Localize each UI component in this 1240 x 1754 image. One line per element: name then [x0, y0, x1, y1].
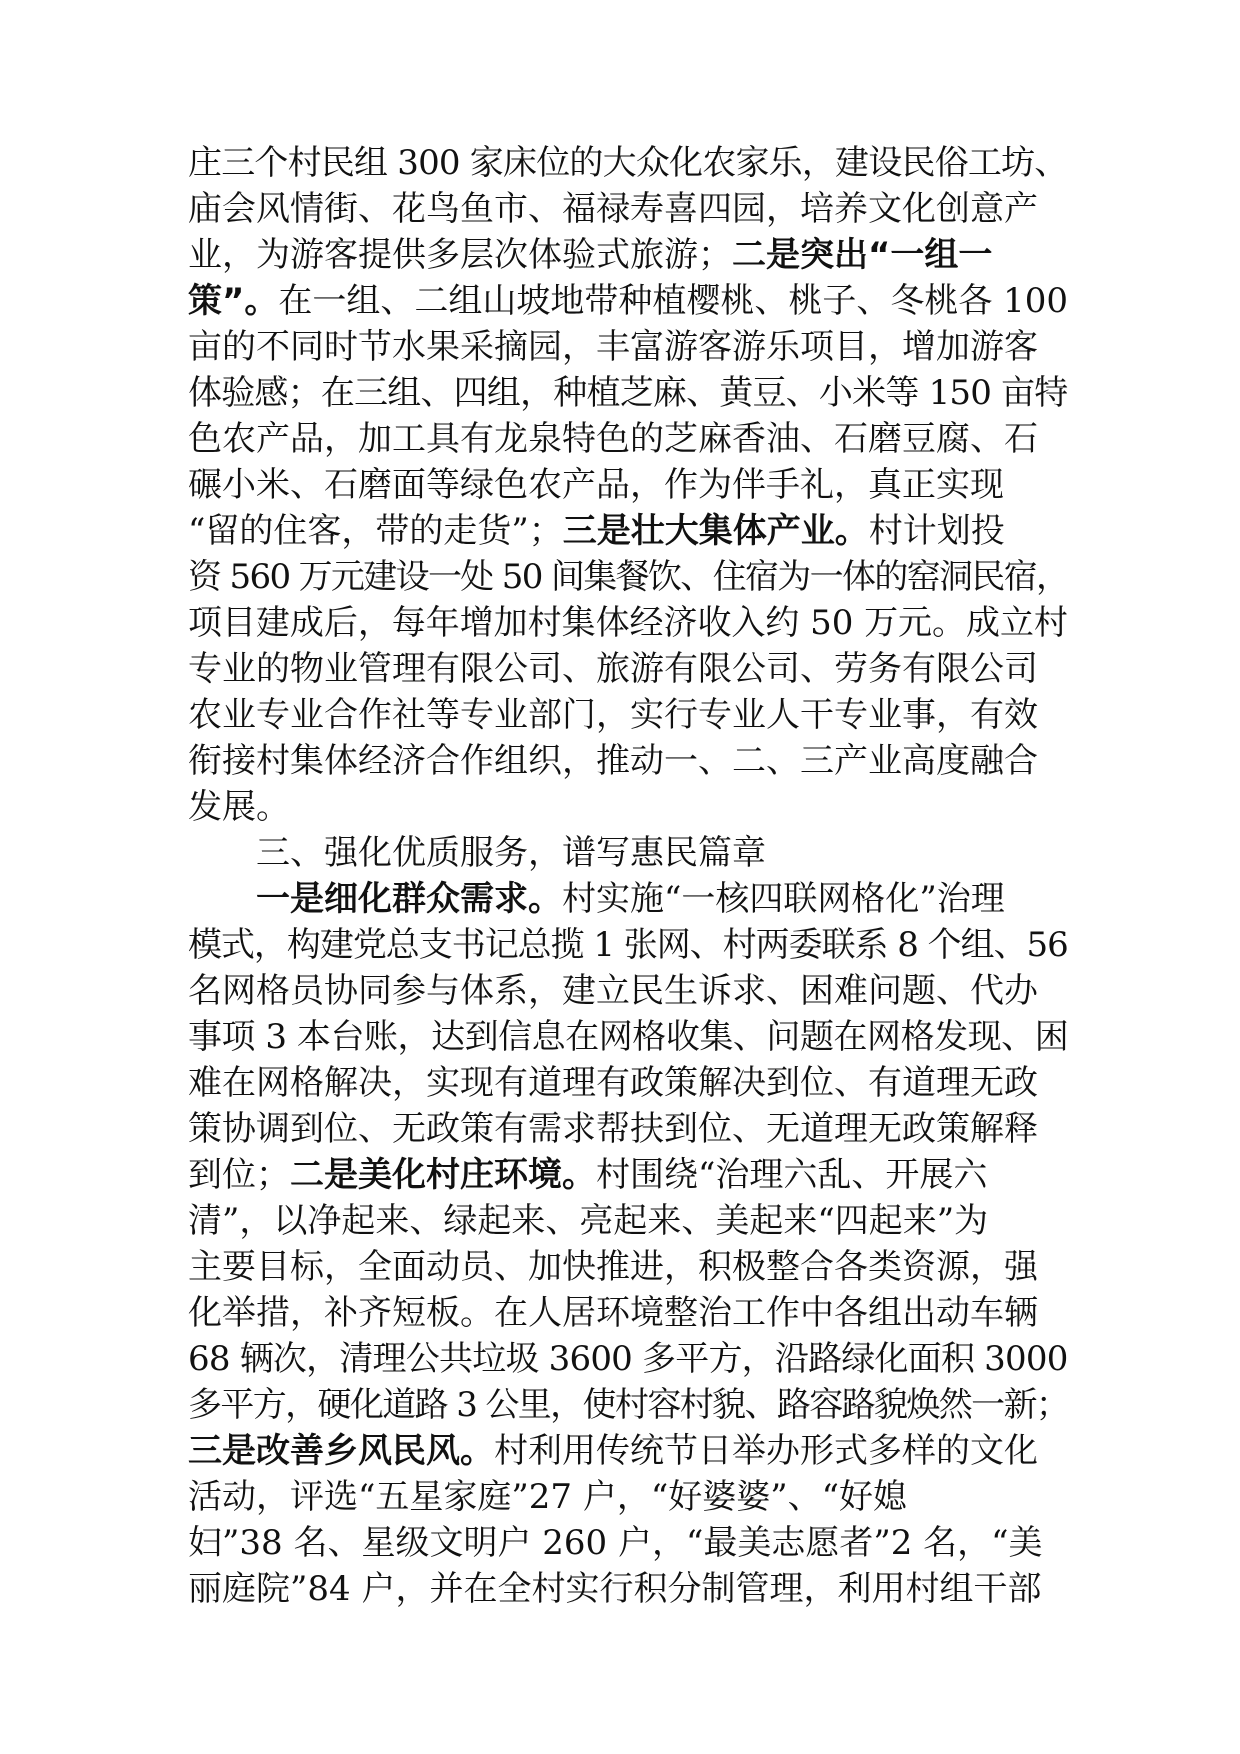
bold-text-run: 三是改善乡风民风。: [188, 1431, 494, 1471]
text-line: [188, 140, 1068, 186]
text-line: [188, 554, 1068, 600]
text-line: [188, 462, 1068, 508]
bold-text-run: 二是美化村庄环境。: [290, 1155, 596, 1195]
text-line: [188, 1244, 1068, 1290]
text-line: [188, 738, 1068, 784]
text-line: [188, 968, 1068, 1014]
text-run: 村利用传统节日举办形式多样的文化: [494, 1431, 1038, 1471]
text-run: 庄三个村民组 300 家床位的大众化农家乐，建设民俗工坊、: [188, 143, 1068, 183]
text-line: [188, 1336, 1068, 1382]
text-run: 村计划投: [868, 511, 1005, 551]
text-line: [188, 278, 1068, 324]
text-line: [188, 600, 1068, 646]
text-run: 三、强化优质服务，谱写惠民篇章: [256, 833, 766, 873]
document-body: [188, 140, 1068, 1612]
text-run: 妇”38 名、星级文明户 260 户，“最美志愿者”2 名，“美: [188, 1523, 1043, 1563]
text-run: 事项 3 本台账，达到信息在网格收集、问题在网格发现、困: [188, 1017, 1069, 1057]
text-line: [188, 232, 1068, 278]
text-run: 丽庭院”84 户，并在全村实行积分制管理，利用村组干部: [188, 1569, 1042, 1609]
text-run: 难在网格解决，实现有道理有政策解决到位、有道理无政: [188, 1063, 1038, 1103]
text-line: [188, 370, 1068, 416]
text-line: [188, 416, 1068, 462]
text-run: 资 560 万元建设一处 50 间集餐饮、住宿为一体的窑洞民宿，: [188, 557, 1069, 597]
text-line: [188, 1152, 1068, 1198]
text-run: 名网格员协同参与体系，建立民生诉求、困难问题、代办: [188, 971, 1038, 1011]
text-run: 村实施“一核四联网格化”治理: [562, 879, 1005, 919]
text-run: 化举措，补齐短板。在人居环境整治工作中各组出动车辆: [188, 1293, 1038, 1333]
text-line: [188, 186, 1068, 232]
text-run: 主要目标，全面动员、加快推进，积极整合各类资源，强: [188, 1247, 1038, 1287]
text-run: 衔接村集体经济合作组织，推动一、二、三产业高度融合: [188, 741, 1038, 781]
bold-text-run: 一是细化群众需求。: [256, 879, 562, 919]
text-line: [188, 876, 1068, 922]
text-run: 亩的不同时节水果采摘园，丰富游客游乐项目，增加游客: [188, 327, 1038, 367]
text-run: 专业的物业管理有限公司、旅游有限公司、劳务有限公司: [188, 649, 1038, 689]
text-line: [188, 1428, 1068, 1474]
text-run: 到位；: [188, 1155, 290, 1195]
text-run: 模式，构建党总支书记总揽 1 张网、村两委联系 8 个组、56: [188, 925, 1068, 965]
text-line: [188, 1474, 1068, 1520]
text-run: 发展。: [188, 787, 290, 827]
text-run: 项目建成后，每年增加村集体经济收入约 50 万元。成立村: [188, 603, 1068, 643]
text-run: 体验感；在三组、四组，种植芝麻、黄豆、小米等 150 亩特: [188, 373, 1068, 413]
text-line: [188, 1566, 1068, 1612]
text-run: 活动，评选“五星家庭”27 户，“好婆婆”、“好媳: [188, 1477, 907, 1517]
text-run: 农业专业合作社等专业部门，实行专业人干专业事，有效: [188, 695, 1038, 735]
text-line: [188, 1382, 1068, 1428]
text-line: [188, 1520, 1068, 1566]
text-run: 庙会风情街、花鸟鱼市、福禄寿喜四园，培养文化创意产: [188, 189, 1038, 229]
text-line: [188, 508, 1068, 554]
text-line: [188, 324, 1068, 370]
text-line: [188, 692, 1068, 738]
text-line: [188, 1060, 1068, 1106]
bold-text-run: 策”。: [188, 281, 279, 321]
text-run: 色农产品，加工具有龙泉特色的芝麻香油、石磨豆腐、石: [188, 419, 1038, 459]
text-line: [188, 1106, 1068, 1152]
text-run: 业，为游客提供多层次体验式旅游；: [188, 235, 732, 275]
bold-text-run: 三是壮大集体产业。: [562, 511, 869, 551]
text-run: 清”，以净起来、绿起来、亮起来、美起来“四起来”为: [188, 1201, 989, 1241]
text-line: [188, 1014, 1068, 1060]
text-line: [188, 830, 1068, 876]
text-run: 村围绕“治理六乱、开展六: [596, 1155, 988, 1195]
text-run: 策协调到位、无政策有需求帮扶到位、无道理无政策解释: [188, 1109, 1038, 1149]
text-run: 在一组、二组山坡地带种植樱桃、桃子、冬桃各 100: [278, 281, 1069, 321]
text-run: “留的住客，带的走货”；: [188, 511, 563, 551]
text-run: 碾小米、石磨面等绿色农产品，作为伴手礼，真正实现: [188, 465, 1004, 505]
text-run: 多平方，硬化道路 3 公里，使村容村貌、路容路貌焕然一新；: [188, 1385, 1069, 1425]
text-line: [188, 1290, 1068, 1336]
text-line: [188, 646, 1068, 692]
text-line: [188, 922, 1068, 968]
bold-text-run: 二是突出“一组一: [732, 235, 993, 275]
text-run: 68 辆次，清理公共垃圾 3600 多平方，沿路绿化面积 3000: [188, 1339, 1068, 1379]
text-line: [188, 1198, 1068, 1244]
text-line: [188, 784, 1068, 830]
